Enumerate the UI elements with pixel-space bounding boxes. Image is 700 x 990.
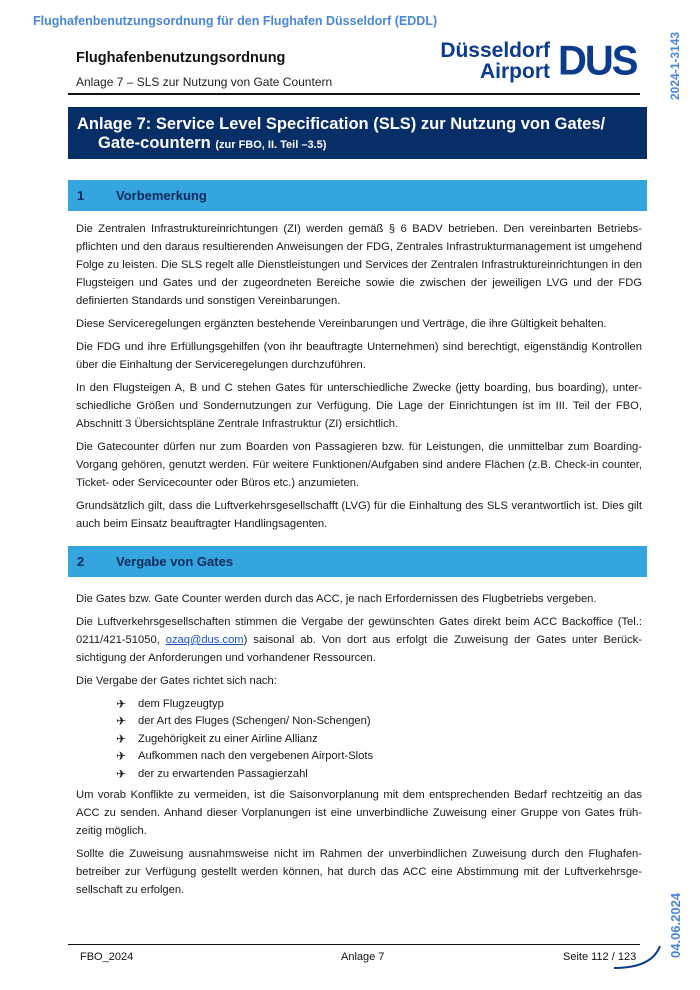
- list-item: [116, 695, 642, 713]
- section-2-number: 2: [77, 554, 85, 569]
- paragraph-contact: [76, 613, 642, 667]
- section-1-number: 1: [77, 188, 85, 203]
- header-divider: [68, 93, 640, 95]
- annex-title-line2: [77, 134, 637, 155]
- airplane-icon: ✈: [116, 696, 127, 711]
- paragraph: Die Gatecounter dürfen nur zum Boarden von Passagieren bzw. für Leistungen, die unmittelbar zum Boarding-Vorgang gehören, genutzt werden. Für weitere Funktionen/Aufgaben sind andere Flächen (z.B. Check-in counter, Ticket- oder Servicecounter oder Büros etc.) anzumieten.: [76, 441, 642, 489]
- list-item-text: Zugehörigkeit zu einer Airline Allianz: [138, 732, 318, 745]
- contact-text-after: ) saisonal ab. Von dort aus erfolgt die Zuweisung der Gates unter Berücksichtigung der Anforderungen und vorhandener Ressourcen.: [76, 634, 642, 664]
- document-banner: Flughafenbenutzungsordnung für den Flughafen Düsseldorf (EDDL): [33, 14, 438, 28]
- airplane-icon: ✈: [116, 731, 127, 746]
- airplane-icon: ✈: [116, 749, 127, 764]
- paragraph: Diese Serviceregelungen ergänzten bestehende Vereinbarungen und Verträge, die ihre Gültigkeit behalten.: [76, 318, 607, 330]
- paragraph: Sollte die Zuweisung ausnahmsweise nicht im Rahmen der unverbindlichen Zuweisung durch den Flughafenbetreiber zur Verfügung gestellt werden können, hat durch das ACC eine Abstimmung mit der Luftverkehrsgesellschaft zu erfolgen.: [76, 847, 642, 896]
- paragraph: Grundsätzlich gilt, dass die Luftverkehrsgesellschafft (LVG) für die Einhaltung des SLS verantwortlich ist. Dies gilt auch beim Einsatz beauftragter Handlingsagenten.: [76, 500, 642, 530]
- paragraph: Die Vergabe der Gates richtet sich nach:: [76, 675, 277, 687]
- list-item: [116, 748, 642, 766]
- airplane-icon: ✈: [116, 714, 127, 729]
- logo-mark: DUS: [558, 37, 637, 85]
- criteria-list: [76, 695, 642, 783]
- annex-title-line2-main: Gate-countern: [98, 134, 211, 152]
- email-link[interactable]: ozaq@dus.com: [165, 634, 244, 646]
- paragraph: Die Zentralen Infrastruktureinrichtungen (ZI) werden gemäß § 6 BADV betrieben. Den vereinbarten Betriebspflichten und den daraus resultierenden Anweisungen der FDG, Zentrales Infrastrukturmanagement ist umgehend Folge zu leisten. Die SLS regelt alle Dienstleistungen und Services der Zentralen Infrastruktureinrichtungen in den Flugsteigen und Gates und der zugeordneten Bereiche sowie die zwischen der jeweiligen LVG und der FDG definierten Standards und sonstigen Vereinbarungen.: [76, 223, 642, 307]
- dus-airport-logo: [440, 37, 656, 85]
- footer-divider: [68, 944, 640, 945]
- list-item: [116, 730, 642, 748]
- list-item-text: der Art des Fluges (Schengen/ Non-Schengen): [138, 715, 371, 728]
- list-item-text: Aufkommen nach den vergebenen Airport-Slots: [138, 750, 374, 763]
- annex-title-line1: Anlage 7: Service Level Specification (SLS) zur Nutzung von Gates/: [77, 115, 606, 133]
- logo-line2: Airport: [480, 60, 550, 83]
- section-2-title: Vergabe von Gates: [116, 554, 234, 569]
- annex-title-reference: (zur FBO, II. Teil –3.5): [215, 139, 327, 151]
- footer-left: FBO_2024: [80, 951, 134, 963]
- paragraph: Die FDG und ihre Erfüllungsgehilfen (von ihr beauftragte Unternehmen) sind berechtigt, eigenständig Kontrollen über die Einhaltung der Serviceregelungen durchzuführen.: [76, 341, 642, 371]
- list-item-text: dem Flugzeugtyp: [138, 697, 224, 710]
- page-title: Flughafenbenutzungsordnung: [76, 50, 286, 66]
- list-item: [116, 713, 642, 731]
- paragraph: Um vorab Konflikte zu vermeiden, ist die Saisonvorplanung mit dem entsprechenden Bedarf rechtzeitig an das ACC zu senden. Anhand dieser Vorplanungen ist eine unverbindliche Zuweisung einer Gruppe von Gates frühzeitig möglich.: [76, 788, 642, 837]
- logo-line1: Düsseldorf: [440, 39, 550, 62]
- page-number: Seite 112 / 123: [563, 951, 637, 963]
- page-subtitle: Anlage 7 – SLS zur Nutzung von Gate Countern: [76, 75, 333, 89]
- paragraph: Die Gates bzw. Gate Counter werden durch das ACC, je nach Erfordernissen des Flugbetriebs vergeben.: [76, 593, 597, 605]
- section-2-header: [68, 546, 647, 577]
- logo-wordmark: [440, 40, 550, 82]
- footer-swoosh-icon: [612, 940, 664, 970]
- section-2-body: [76, 590, 642, 904]
- list-item-text: der zu erwartenden Passagierzahl: [138, 767, 308, 780]
- airplane-icon: ✈: [116, 766, 127, 781]
- footer-center: Anlage 7: [341, 951, 385, 963]
- side-document-code: 2024-1-3143: [668, 31, 682, 100]
- list-item: [116, 765, 642, 783]
- side-document-date: 04.06.2024: [668, 892, 683, 958]
- section-1-title: Vorbemerkung: [116, 188, 207, 203]
- section-1-header: [68, 180, 647, 211]
- paragraph: In den Flugsteigen A, B und C stehen Gates für unterschiedliche Zwecke (jetty boarding, bus boarding), unterschiedliche Größen und Sondernutzungen zur Verfügung. Die Lage der Einrichtungen ist im III. Teil der FBO, Abschnitt 3 Übersichtspläne Zentrale Infrastruktur (ZI) ersichtlich.: [76, 382, 642, 430]
- annex-title-box: [68, 107, 647, 159]
- contact-text-before: Die Luftverkehrsgesellschaften stimmen die Vergabe der gewünschten Gates direkt beim ACC Backoffice (Tel.: 0211/421-51050,: [76, 616, 642, 646]
- section-1-body: [76, 220, 642, 538]
